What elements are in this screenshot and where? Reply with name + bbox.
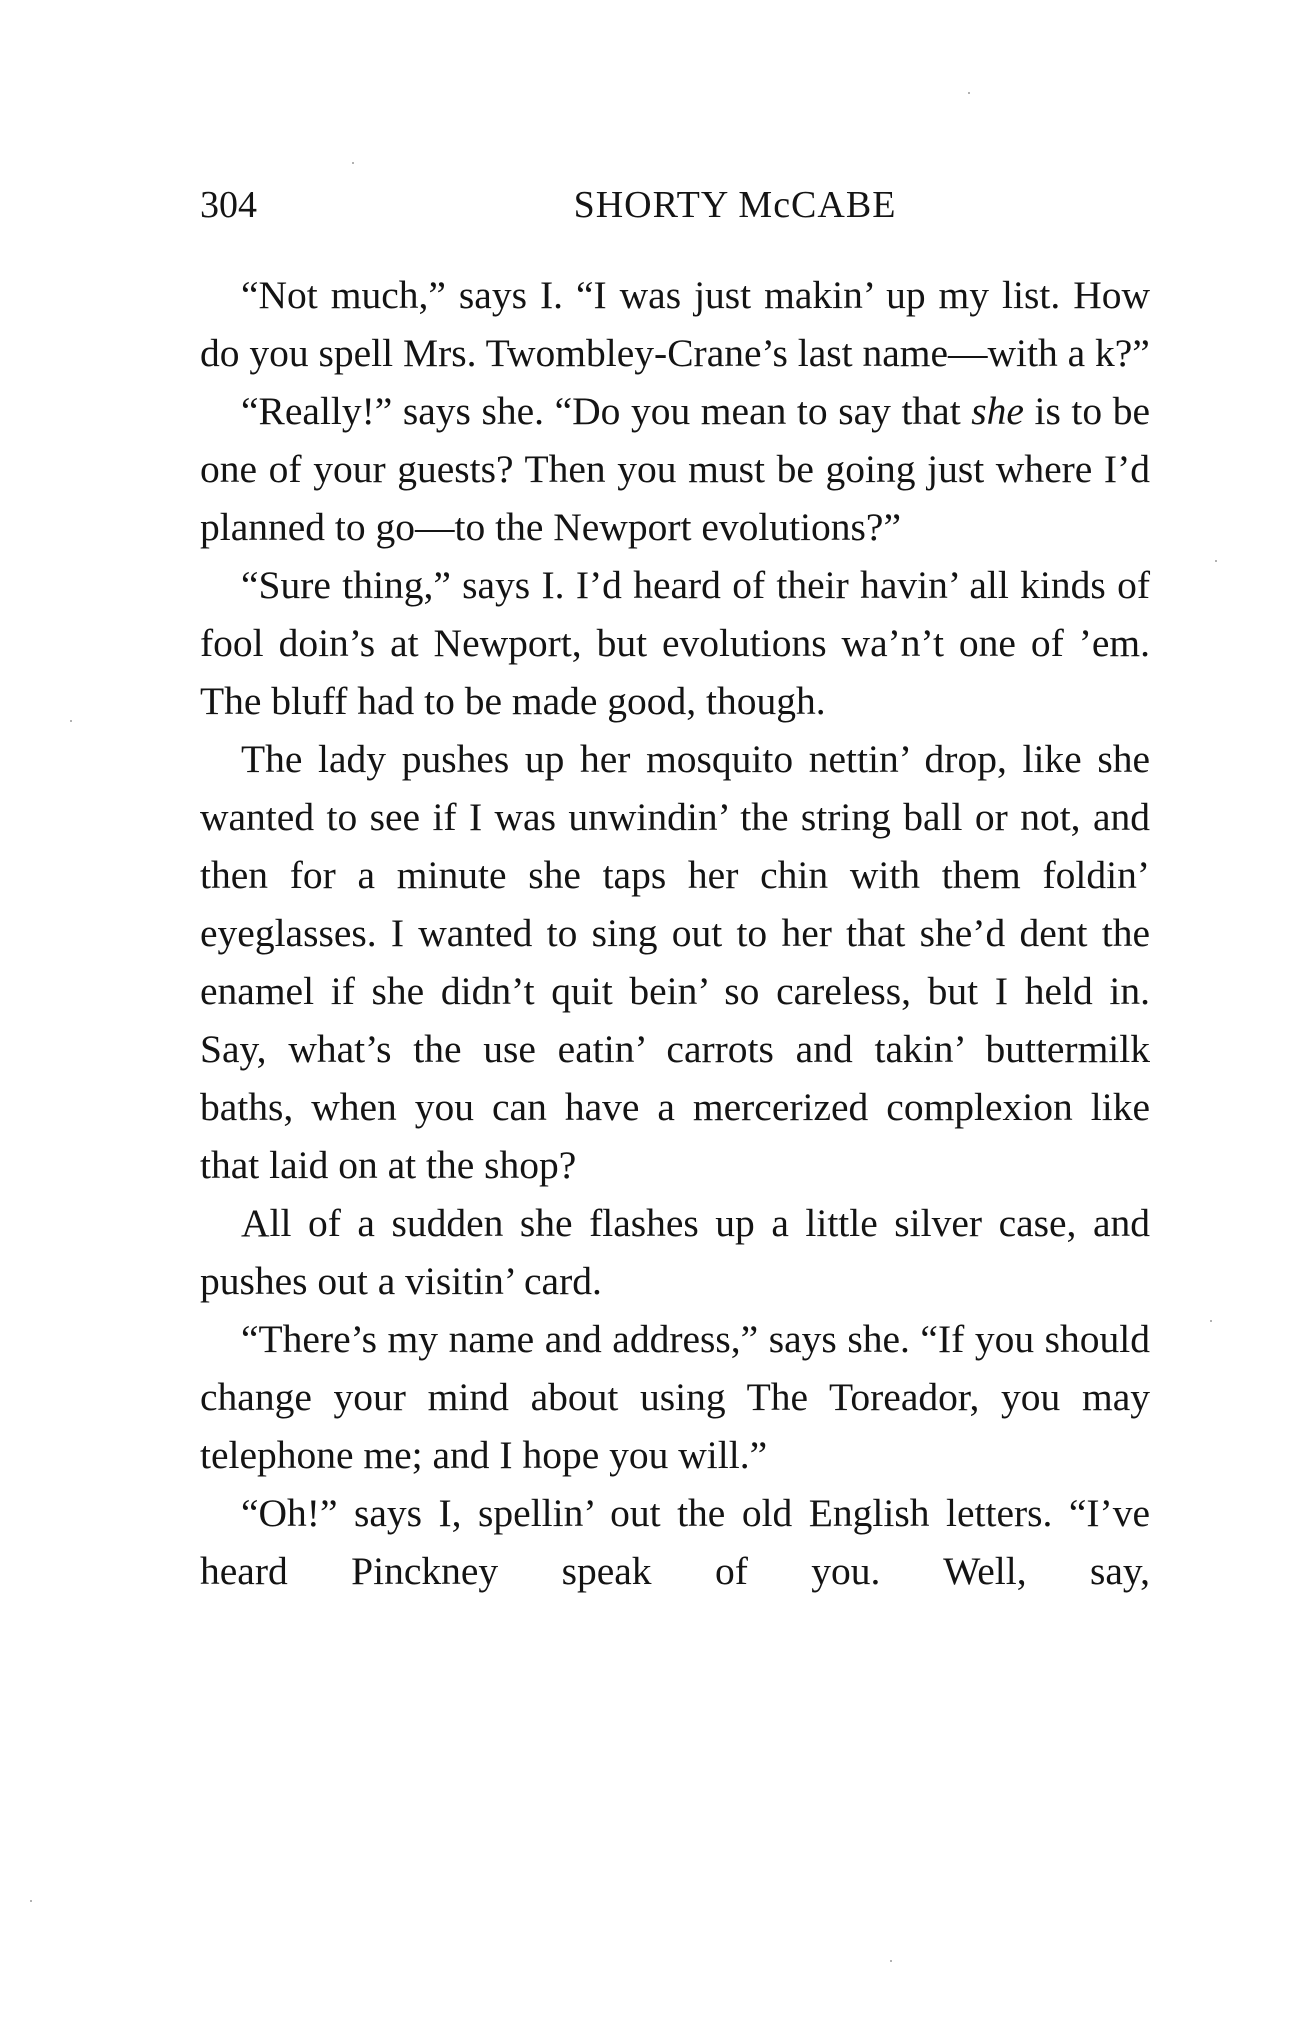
running-head: [200, 180, 1150, 230]
paragraph: The lady pushes up her mosquito nettin’ drop, like she wanted to see if I was unwindin’ the string ball or not, and then for a minute she taps her chin with them foldin’ eyeglasses. I wanted to sing out to her that she’d dent the enamel if she didn’t quit bein’ so careless, but I held in. Say, what’s the use eatin’ carrots and takin’ buttermilk baths, when you can have a mercerized complexion like that laid on at the shop?: [200, 737, 1150, 1187]
paper-speck: [1210, 1320, 1212, 1322]
paragraph: All of a sudden she flashes up a little silver case, and pushes out a visitin’ card.: [200, 1201, 1150, 1303]
paragraph: “Oh!” says I, spellin’ out the old English letters. “I’ve heard Pinckney speak of you. Well, say,: [200, 1491, 1150, 1593]
paragraph: “Not much,” says I. “I was just makin’ up my list. How do you spell Mrs. Twombley-Crane’s last name—with a k?”: [200, 273, 1150, 375]
text-run: is to be one of your guests? Then you must be going just where I’d planned to go—to the Newport evolutions?”: [200, 389, 1150, 549]
paper-speck: [1215, 560, 1217, 562]
paper-speck: [70, 720, 72, 722]
paragraph: “Sure thing,” says I. I’d heard of their havin’ all kinds of fool doin’s at Newport, but evolutions wa’n’t one of ’em. The bluff had to be made good, though.: [200, 563, 1150, 723]
running-title: SHORTY McCABE: [573, 184, 897, 226]
page-number: 304: [200, 184, 257, 226]
paragraph: [200, 382, 1150, 556]
paper-speck: [352, 162, 354, 164]
paper-speck: [30, 1900, 32, 1902]
paragraph: “There’s my name and address,” says she. “If you should change your mind about using The Toreador, you may telephone me; and I hope you will.”: [200, 1317, 1150, 1477]
emphasized-word: she: [971, 389, 1024, 433]
body-text: [200, 266, 1150, 1600]
paper-speck: [890, 1960, 892, 1962]
paper-speck: [968, 92, 970, 94]
text-run: “Really!” says she. “Do you mean to say that: [241, 389, 972, 433]
